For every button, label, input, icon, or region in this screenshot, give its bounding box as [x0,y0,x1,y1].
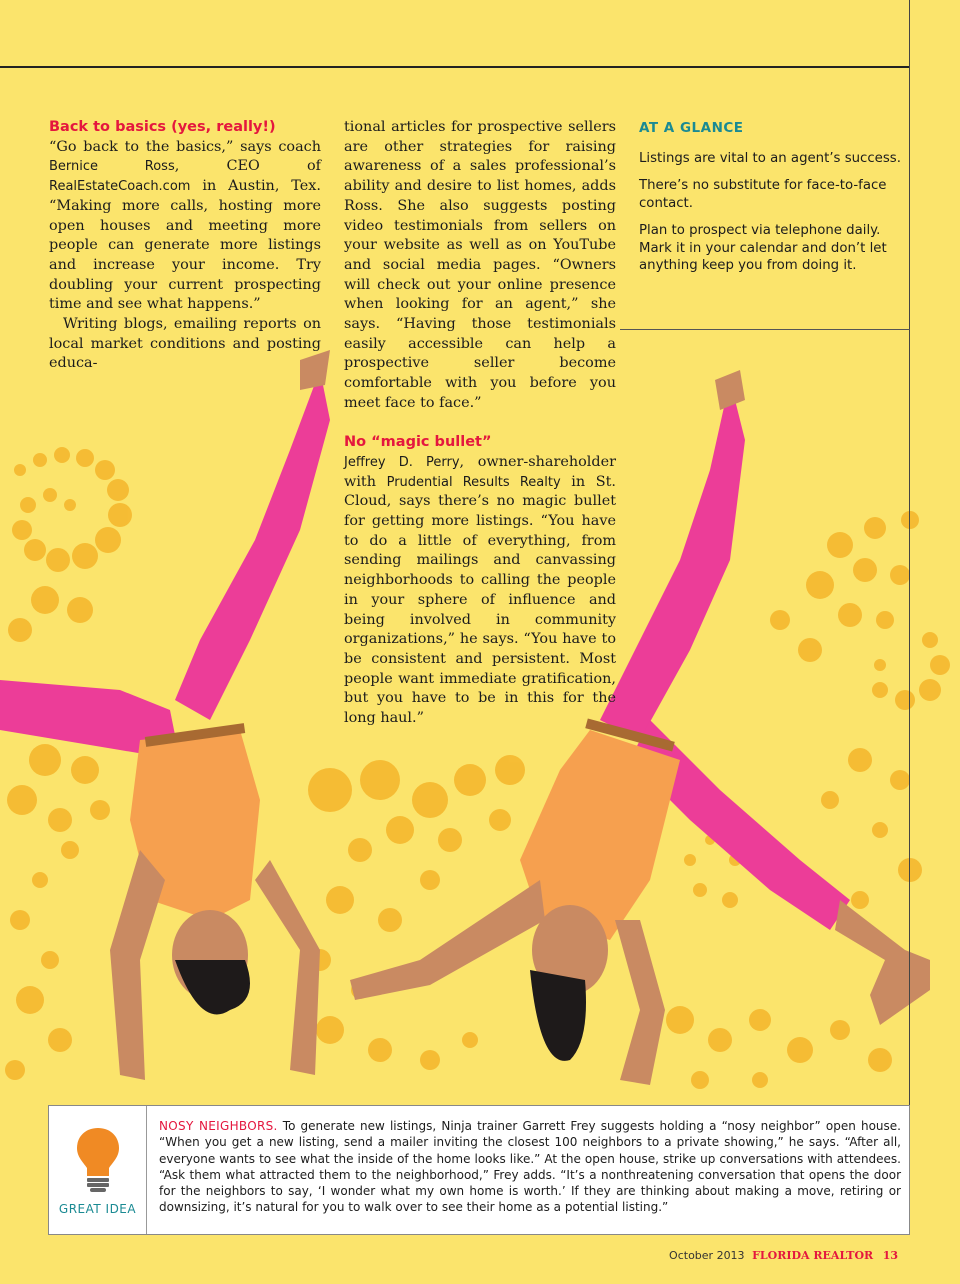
article-column-2 [344,118,616,729]
right-rule [909,0,910,1105]
person-name: Bernice Ross [49,159,175,175]
great-idea-label: GREAT IDEA [58,1202,137,1216]
at-a-glance-sidebar [639,120,909,284]
sidebar-title: AT A GLANCE [639,120,744,136]
person-name: Jeffrey D. Perry [344,454,460,470]
great-idea-text: NOSY NEIGHBORS. To generate new listings, Ninja trainer Garrett Frey suggests holding a “nosy neighbor” open house. “When you get a new listing, send a mailer inviting the closest 100 neighbors to a private showing,” he says. “After all, everyone wants to see what the inside of the home looks like.” At the open house, strike up conversations with attendees. “Ask them what attracted them to the neighborhood,” Frey adds. “It’s a nonthreatening conversation that opens the door for the neighbors to say, ‘I wonder what my own home is worth.’ If they are thinking about making a move, retiring or downsizing, it’s natural for you to walk over to see their home as a potential listing.” [159,1119,901,1215]
great-idea-lead: NOSY NEIGHBORS. [159,1119,278,1133]
page-footer [669,1249,898,1262]
cartwheel-figure-left [0,350,330,1080]
page-number: 13 [882,1249,898,1262]
article-column-1 [49,118,321,374]
great-idea-box [48,1105,910,1235]
box-divider [146,1106,147,1234]
paragraph: Jeffrey D. Perry, owner-shareholder with Prudential Results Realty in St. Cloud, says there’s no magic bullet for getting more listings. “You have to do a little of everything, from sending mailings and canvassing neighborhoods to calling the people in your sphere of influence and being involved in community organizations,” he says. “You have to be consistent and persistent. Most people want immediate gratification, but you have to be in this for the long haul.” [344,453,616,727]
issue-date: October 2013 [669,1249,745,1262]
top-rule [0,66,910,68]
website-name: RealEstateCoach.com [49,179,191,195]
paragraph: tional articles for prospective sellers are other strategies for raising awareness of a sales professional’s ability and desire to list homes, adds Ross. She also suggests posting video testimonials from sellers on your website as well as on YouTube and social media pages. “Owners will check out your online presence when looking for an agent,” she says. “Having those testimonials easily accessible can help a prospective seller become comfortable with you before you meet face to face.” [344,119,616,411]
magazine-name: FLORIDA REALTOR [752,1249,874,1262]
glance-item: Listings are vital to an agent’s success. [639,151,901,166]
paragraph: Writing blogs, emailing reports on local market conditions and posting educa- [49,316,321,372]
section-heading-magic-bullet: No “magic bullet” [344,434,492,451]
company-name: Prudential Results Realty [386,474,561,490]
paragraph: “Go back to the basics,” says coach Bernice Ross, CEO of RealEstateCoach.com in Austin, Tex. “Making more calls, hosting more open houses and meeting more people can generate more listings and increase your income. Try doubling your current prospecting time and see what happens.” [49,138,321,313]
glance-item: Plan to prospect via telephone daily. Mark it in your calendar and don’t let anything keep you from doing it. [639,223,887,274]
section-heading-back-to-basics: Back to basics (yes, really!) [49,119,276,135]
sidebar-rule [620,329,910,330]
lightbulb-icon [75,1126,121,1194]
glance-item: There’s no substitute for face-to-face contact. [639,178,887,211]
